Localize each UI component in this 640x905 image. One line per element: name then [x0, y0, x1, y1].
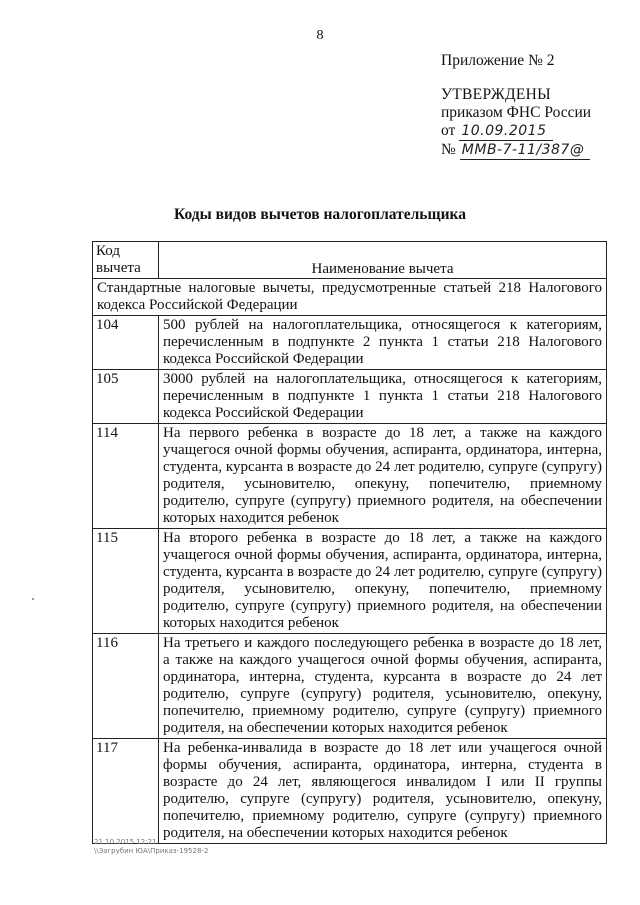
deduction-description: На первого ребенка в возрасте до 18 лет, а также на каждого учащегося очной формы обучения, аспиранта, ординатора, интерна, студента, курсанта в возрасте до 24 лет родителю, супруге (супругу) родителя, усыновителю, опекуну, попечителю, приемному родителю, супруге (супругу) приемного родителя, на обеспечении которых находится ребенок [159, 424, 607, 529]
footer [94, 838, 208, 856]
approval-number-line [441, 141, 591, 160]
table-row [93, 424, 607, 529]
section-row [93, 279, 607, 316]
approval-date-line [441, 122, 591, 141]
handwritten-date: 10.09.2015 [459, 122, 552, 141]
deduction-code: 116 [93, 634, 159, 739]
approval-title: УТВЕРЖДЕНЫ [441, 86, 551, 103]
appendix-label: Приложение № 2 [441, 52, 555, 69]
date-prefix: от [441, 122, 456, 139]
footer-timestamp: 21.10.2015 12:21 [94, 838, 157, 846]
section-title: Стандартные налоговые вычеты, предусмотренные статьей 218 Налогового кодекса Российской Федерации [93, 279, 607, 316]
deduction-code: 114 [93, 424, 159, 529]
deduction-description: На ребенка-инвалида в возрасте до 18 лет или учащегося очной формы обучения, аспиранта, ординатора, интерна, студента в возрасте до 24 лет, являющегося инвалидом I или II группы родителю, супруге (супругу) родителя, усыновителю, опекуну, попечителю, приемному родителю, супруге (супругу) приемного родителя, на обеспечении которых находится ребенок [159, 739, 607, 844]
approval-order-line: приказом ФНС России [441, 104, 592, 121]
table-row [93, 739, 607, 844]
scan-speck [32, 598, 34, 600]
deduction-code: 104 [93, 316, 159, 370]
deduction-description: На третьего и каждого последующего ребенка в возрасте до 18 лет, а также на каждого учащегося очной формы обучения, аспиранта, ординатора, интерна, студента, курсанта в возрасте до 24 лет родителю, супруге (супругу) родителя, усыновителю, опекуну, попечителю, приемному родителю, супруге (супругу) приемного родителя, на обеспечении которых находится ребенок [159, 634, 607, 739]
deduction-code: 115 [93, 529, 159, 634]
handwritten-order-number: ММВ-7-11/387@ [460, 141, 591, 160]
table-header-row [93, 242, 607, 279]
footer-file-ref: \\Загрубин ЮА\Приказ-19528-2 [94, 847, 209, 855]
deduction-code: 117 [93, 739, 159, 844]
number-prefix: № [441, 141, 456, 158]
document-heading: Коды видов вычетов налогоплательщика [174, 206, 466, 223]
page-number: 8 [316, 28, 324, 43]
deduction-code: 105 [93, 370, 159, 424]
header-name: Наименование вычета [159, 242, 607, 279]
approval-block [441, 86, 591, 160]
table-row [93, 316, 607, 370]
deduction-codes-table [92, 241, 607, 844]
deduction-description: 500 рублей на налогоплательщика, относящегося к категориям, перечисленным в подпункте 2 пункта 1 статьи 218 Налогового кодекса Российской Федерации [159, 316, 607, 370]
table-row [93, 529, 607, 634]
deduction-description: 3000 рублей на налогоплательщика, относящегося к категориям, перечисленным в подпункте 1 пункта 1 статьи 218 Налогового кодекса Российской Федерации [159, 370, 607, 424]
table-row [93, 634, 607, 739]
header-code: Код вычета [93, 242, 159, 279]
table-row [93, 370, 607, 424]
deduction-description: На второго ребенка в возрасте до 18 лет, а также на каждого учащегося очной формы обучения, аспиранта, ординатора, интерна, студента, курсанта в возрасте до 24 лет родителю, супруге (супругу) родителя, усыновителю, опекуну, попечителю, приемному родителю, супруге (супругу) приемного родителя, на обеспечении которых находится ребенок [159, 529, 607, 634]
